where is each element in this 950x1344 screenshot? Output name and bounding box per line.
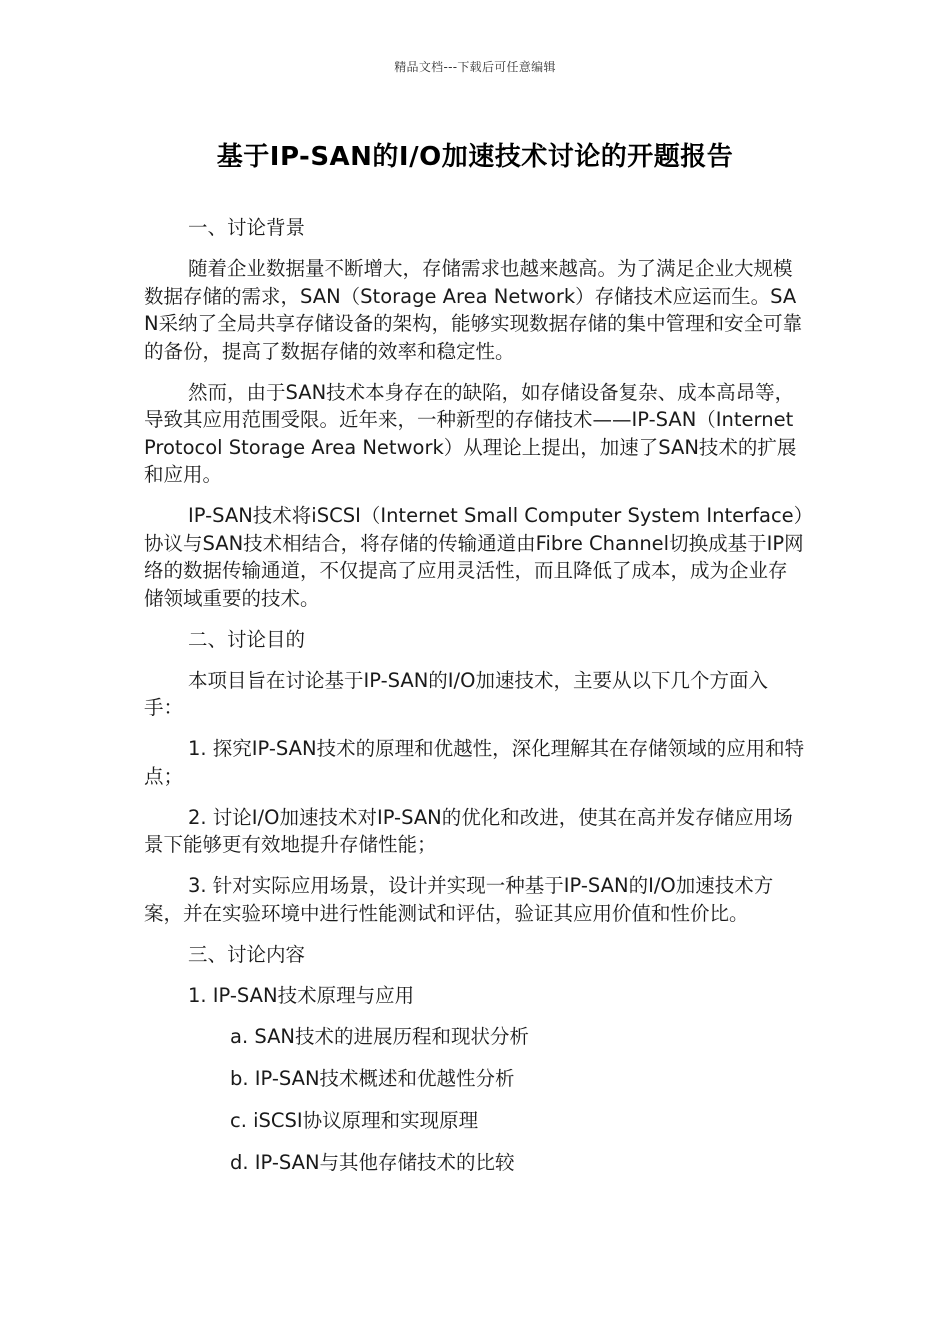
section-heading-purpose: 二、讨论目的 bbox=[188, 627, 306, 651]
purpose-item-3: 3. 针对实际应用场景，设计并实现一种基于IP-SAN的I/O加速技术方案，并在实验环境中进行性能测试和评估，验证其应用价值和性价比。 bbox=[144, 874, 774, 925]
purpose-item-2: 2. 讨论I/O加速技术对IP-SAN的优化和改进，使其在高并发存储应用场景下能够更有效地提升存储性能； bbox=[144, 805, 793, 856]
paragraph-purpose-intro: 本项目旨在讨论基于IP-SAN的I/O加速技术，主要从以下几个方面入手： bbox=[144, 668, 768, 719]
content-subitem-a: a. SAN技术的进展历程和现状分析 bbox=[230, 1024, 530, 1048]
content-subitem-c: c. iSCSI协议原理和实现原理 bbox=[230, 1108, 479, 1132]
purpose-item-1: 1. 探究IP-SAN技术的原理和优越性，深化理解其在存储领域的应用和特点； bbox=[144, 737, 805, 788]
section-heading-background: 一、讨论背景 bbox=[188, 216, 306, 239]
section-heading-content: 三、讨论内容 bbox=[188, 942, 306, 966]
paragraph-background-2: 然而，由于SAN技术本身存在的缺陷，如存储设备复杂、成本高昂等，导致其应用范围受限。近年来，一种新型的存储技术——IP-SAN（Internet Protocol Storage Area Network）从理论上提出，加速了SAN技术的扩展和应用。 bbox=[144, 380, 797, 486]
content-subitem-d: d. IP-SAN与其他存储技术的比较 bbox=[230, 1150, 515, 1174]
header-note: 精品文档---下载后可任意编辑 bbox=[394, 60, 556, 74]
content-item-1: 1. IP-SAN技术原理与应用 bbox=[188, 983, 415, 1007]
content-subitem-b: b. IP-SAN技术概述和优越性分析 bbox=[230, 1066, 515, 1090]
paragraph-background-3: IP-SAN技术将iSCSI（Internet Small Computer System Interface）协议与SAN技术相结合，将存储的传输通道由Fibre Channel切换成基于IP网络的数据传输通道，不仅提高了应用灵活性，而且降低了成本，成为企业存储领域重要的技术。 bbox=[144, 504, 804, 610]
paragraph-background-1: 随着企业数据量不断增大，存储需求也越来越高。为了满足企业大规模数据存储的需求，SAN（Storage Area Network）存储技术应运而生。SAN采纳了全局共享存储设备的架构，能够实现数据存储的集中管理和安全可靠的备份，提高了数据存储的效率和稳定性。 bbox=[144, 257, 803, 363]
document-body bbox=[144, 214, 806, 1191]
document-title: 基于IP-SAN的I/O加速技术讨论的开题报告 bbox=[216, 142, 734, 172]
